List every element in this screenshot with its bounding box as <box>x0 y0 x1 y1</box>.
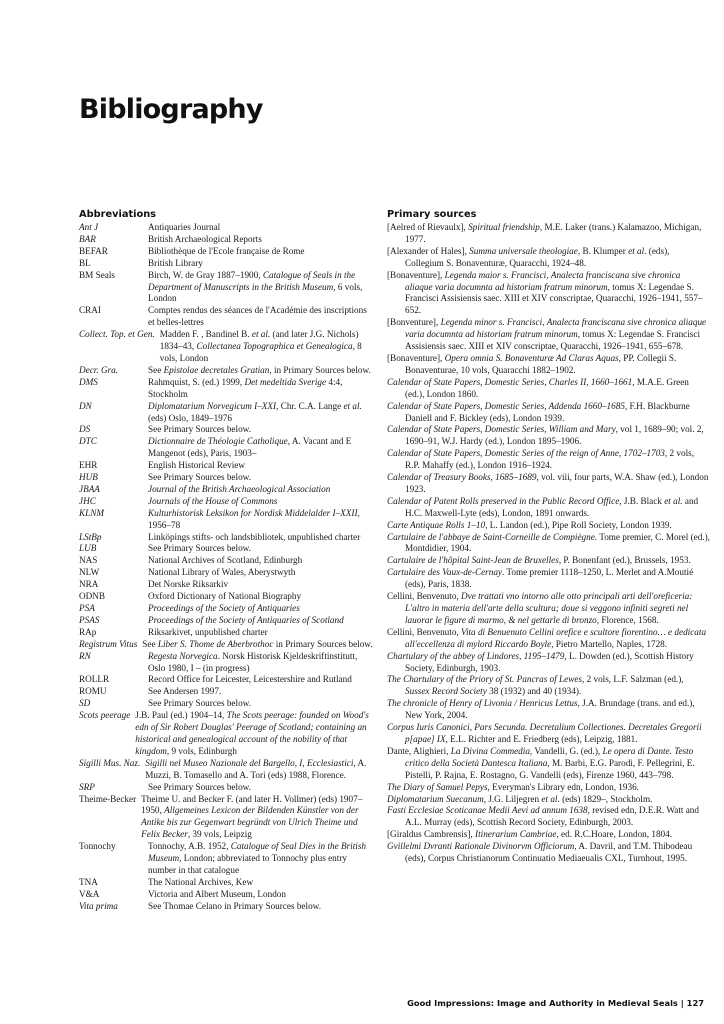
abbreviation-entry <box>79 508 373 532</box>
abbreviation-entry <box>79 615 373 627</box>
abbreviation-code: Theime-Becker <box>79 793 137 804</box>
abbreviation-code: SD <box>79 698 91 709</box>
abbreviation-code: ROMU <box>79 686 107 697</box>
abbreviation-description: See Primary Sources below. <box>148 698 251 709</box>
abbreviation-entry <box>79 627 373 639</box>
bibliography-entry: Cellini, Benvenuto, Vita di Benuenuto Cellini orefice e scultore fiorentino… e dedicata all'eccellenza di mylord Riccardo Boyle, Pietro Martello, Naples, 1728. <box>387 626 707 649</box>
abbreviation-description: Theime U. and Becker F. (and later H. Vollmer) (eds) 1907–1950, Allgemeines Lexicon der Bildenden Künstler von der Antike bis zur Gegenwart begründt von Ulrich Theime und Felix Becker, 39 vols, Leipzig <box>141 793 363 840</box>
abbreviation-description: See Primary Sources below. <box>148 543 251 554</box>
abbreviation-code: CRAI <box>79 305 101 316</box>
bibliography-entry: Fasti Ecclesiae Scoticanae Medii Aevi ad annum 1638, revised edn, D.E.R. Watt and A.L. Murray (eds), Scottish Record Society, Edinburgh, 2003. <box>387 805 699 828</box>
bibliography-entry: Carte Antiquae Rolls 1–10, L. Landon (ed.), Pipe Roll Society, London 1939. <box>387 519 672 530</box>
abbreviation-code: Ant J <box>79 222 99 232</box>
bibliography-entry: Calendar of State Papers, Domestic Series of the reign of Anne, 1702–1703, 2 vols, R.P. Mahaffy (ed.), London 1916–1924. <box>387 448 694 471</box>
abbreviation-description: English Historical Review <box>148 460 245 471</box>
abbreviation-description: National Archives of Scotland, Edinburgh <box>148 555 303 566</box>
abbreviation-entry <box>79 365 373 377</box>
abbreviation-description: Oxford Dictionary of National Biography <box>148 591 302 602</box>
abbreviation-description: Victoria and Albert Museum, London <box>148 888 286 899</box>
abbreviation-code: NRA <box>79 579 99 590</box>
abbreviation-entry <box>79 543 373 555</box>
abbreviation-description: National Library of Wales, Aberystwyth <box>148 567 296 578</box>
abbreviation-description: Journal of the British Archaeological Association <box>148 483 331 494</box>
abbreviation-description: See Thomae Celano in Primary Sources below. <box>148 900 321 911</box>
abbreviation-code: Scots peerage <box>79 710 131 721</box>
abbreviation-code: DS <box>79 424 91 435</box>
page-title: Bibliography <box>79 94 263 125</box>
abbreviation-description: Proceedings of the Society of Antiquaries of Scotland <box>148 614 344 625</box>
abbreviation-entry <box>79 436 373 460</box>
abbreviation-code: Registrum Vitus <box>79 638 138 649</box>
abbreviation-entry <box>79 841 373 877</box>
abbreviation-entry <box>79 246 373 258</box>
abbreviation-code: PSAS <box>79 614 100 625</box>
bibliography-entry: [Giraldus Cambrensis], Itinerarium Cambriae, ed. R.C.Hoare, London, 1804. <box>387 829 673 840</box>
abbreviation-description: Dictionnaire de Théologie Catholique, A. Vacant and E Mangenot (eds), Paris, 1903– <box>148 436 352 459</box>
abbreviation-entry <box>79 270 373 306</box>
abbreviation-entry <box>79 901 373 913</box>
abbreviation-description: Journals of the House of Commons <box>148 495 278 506</box>
bibliography-entry: Calendar of Patent Rolls preserved in the Public Record Office, J.B. Black et al. and H.C. Maxwell-Lyte (eds), London, 1891 onwards. <box>387 495 699 518</box>
abbreviation-code: ROLLR <box>79 674 110 685</box>
abbreviation-code: LUB <box>79 543 97 554</box>
abbreviation-description: The National Archives, Kew <box>148 876 254 887</box>
abbreviation-code: JBAA <box>79 483 100 494</box>
bibliography-entry: Chartulary of the abbey of Lindores, 1195–1479, L. Dowden (ed.), Scottish History Society, Edinburgh, 1903. <box>387 650 694 673</box>
abbreviation-description: British Library <box>148 257 203 268</box>
abbreviation-entry <box>79 377 373 401</box>
bibliography-entry: Gvillelmi Dvranti Rationale Divinorvm Officiorum, A. Davril, and T.M. Thibodeau (eds), Corpus Christianorum Continuatio Mediaeualis CXL, Turnhout, 1995. <box>387 841 693 864</box>
abbreviation-code: Vita prima <box>79 900 118 911</box>
abbreviation-entry <box>79 234 373 246</box>
abbreviation-description: See Primary Sources below. <box>148 781 251 792</box>
bibliography-entry: Dante, Alighieri, La Divina Commedia, Vandelli, G. (ed.), Le opera di Dante. Testo critico della Società Dantesca Italiana, M. Barbi, E.G. Parodi, F. Pellegrini, E. Pistelli, P. Rajna, E. Rostagno, G. Vandelli (eds), Firenze 1960, 443–798. <box>387 745 695 780</box>
abbreviation-entry <box>79 710 373 758</box>
abbreviation-code: LStBp <box>79 531 102 542</box>
abbreviation-description: J.B. Paul (ed.) 1904–14, The Scots peerage: founded on Wood's edn of Sir Robert Douglas' Peerage of Scotland; containing an historical and genealogical account of the nobility of that kingdom, 9 vols, Edinburgh <box>135 710 369 756</box>
abbreviation-entry <box>79 603 373 615</box>
abbreviation-description: See Andersen 1997. <box>148 686 222 697</box>
abbreviation-entry <box>79 686 373 698</box>
abbreviation-entry <box>79 591 373 603</box>
abbreviation-code: DN <box>79 400 92 411</box>
abbreviations-heading: Abbreviations <box>79 209 157 220</box>
abbreviation-code: NAS <box>79 555 98 566</box>
abbreviation-description: Bibliothèque de l'Ecole française de Rome <box>148 245 305 256</box>
abbreviation-code: BAR <box>79 233 96 244</box>
abbreviation-description: See Primary Sources below. <box>148 472 251 483</box>
abbreviation-entry <box>79 698 373 710</box>
abbreviations-list <box>79 222 373 913</box>
abbreviation-description: Linköpings stifts- och landsbibliotek, unpublished charter <box>148 531 361 542</box>
primary-sources-section <box>387 209 710 865</box>
bibliography-entry: [Bonaventure], Opera omnia S. Bonaventuræ Ad Claras Aquas, PP. Collegii S. Bonaventurae, 10 vols, Quaracchi 1882–1902. <box>387 352 677 375</box>
abbreviation-code: Decr. Gra. <box>79 364 119 375</box>
abbreviation-code: DMS <box>79 376 98 387</box>
abbreviation-description: See Primary Sources below. <box>148 424 251 435</box>
abbreviation-description: Record Office for Leicester, Leicestershire and Rutland <box>148 674 352 685</box>
abbreviation-description: See Epistolae decretales Gratian, in Primary Sources below. <box>148 364 371 375</box>
abbreviation-entry <box>79 758 373 782</box>
bibliography-entry: Calendar of State Papers, Domestic Series, Addenda 1660–1685, F.H. Blackburne Daniell and F. Bickley (eds), London 1939. <box>387 400 690 423</box>
abbreviation-code: RN <box>79 650 91 661</box>
abbreviation-description: Det Norske Riksarkiv <box>148 579 229 590</box>
abbreviation-entry <box>79 496 373 508</box>
abbreviation-entry <box>79 460 373 472</box>
abbreviation-description: Sigilli nel Museo Nazionale del Bargello, I, Ecclesiastici, A. Muzzi, B. Tomasello and A. Tori (eds) 1988, Florence. <box>145 757 367 780</box>
page-footer: Good Impressions: Image and Authority in Medieval Seals | 127 <box>407 998 704 1008</box>
bibliography-entry: Calendar of State Papers, Domestic Series, William and Mary, vol 1, 1689–90; vol. 2, 1690–91, W.J. Hardy (ed.), London 1895–1906. <box>387 424 704 447</box>
bibliography-entry: [Bonventure], Legenda minor s. Francisci, Analecta franciscana sive chronica aliaque varia documnta ad historiam fratrum minorum, tomus X: Legendae S. Francisci Assisiensis saec. XIII et XIV conscriptae, Quaracchi, 1926–1941, 655–678. <box>387 317 707 352</box>
bibliography-entry: Calendar of Treasury Books, 1685–1689, vol. viii, four parts, W.A. Shaw (ed.), London 1923. <box>387 472 709 494</box>
abbreviation-description: Rahmquist, S. (ed.) 1999, Det medeltida Sverige 4:4, Stockholm <box>148 376 343 399</box>
abbreviation-entry <box>79 424 373 436</box>
abbreviation-entry <box>79 794 373 842</box>
abbreviation-code: DTC <box>79 436 97 447</box>
abbreviation-description: Tonnochy, A.B. 1952, Catalogue of Seal Dies in the British Museum, London; abbreviated to Tonnochy plus entry number in that catalogue <box>148 841 366 875</box>
abbreviation-entry <box>79 532 373 544</box>
abbreviation-code: Collect. Top. et Gen. <box>79 329 155 340</box>
abbreviation-description: Regesta Norvegica. Norsk Historisk Kjeldeskriftinstitutt, Oslo 1980, I – (in progress) <box>148 650 358 673</box>
abbreviation-description: Comptes rendus des séances de l'Académie des inscriptions et belles-lettres <box>148 305 367 328</box>
bibliography-entry: Cellini, Benvenuto, Dve trattati vno intorno alle otto principali arti dell'oreficeria: L'altro in materia dell'arte della scultura; doue si veggono infiniti segreti nel lauorar le figure di marmo, & nel gettarle di bronzo, Florence, 1568. <box>387 591 693 625</box>
abbreviation-code: NLW <box>79 567 100 578</box>
abbreviation-entry <box>79 639 373 651</box>
abbreviation-entry <box>79 258 373 270</box>
abbreviation-description: Diplomatarium Norvegicum I–XXI, Chr. C.A. Lange et al. (eds) Oslo, 1849–1976 <box>148 400 362 423</box>
abbreviation-entry <box>79 674 373 686</box>
abbreviation-code: BM Seals <box>79 269 115 280</box>
abbreviation-entry <box>79 555 373 567</box>
abbreviation-entry <box>79 579 373 591</box>
abbreviation-entry <box>79 472 373 484</box>
abbreviation-description: Kulturhistorisk Leksikon for Nordisk Middelalder I–XXII, 1956–78 <box>148 507 360 530</box>
abbreviation-code: JHC <box>79 495 96 506</box>
bibliography-entry: Corpus Iuris Canonici, Pars Secunda. Decretalium Collectiones. Decretales Gregorii p[apae] IX, E.L. Richter and E. Friedberg (eds), Leipzig, 1881. <box>387 722 702 744</box>
abbreviation-code: V&A <box>79 888 100 899</box>
abbreviation-description: Birch, W. de Gray 1887–1900, Catalogue of Seals in the Department of Manuscripts in the British Museum, 6 vols, London <box>148 269 363 304</box>
primary-sources-heading: Primary sources <box>387 209 477 220</box>
bibliography-entry: The Diary of Samuel Pepys, Everyman's Library edn, London, 1936. <box>387 781 639 792</box>
abbreviation-description: British Archaeological Reports <box>148 233 262 244</box>
abbreviation-code: ODNB <box>79 591 106 602</box>
abbreviation-entry <box>79 889 373 901</box>
bibliography-entry: The Chartulary of the Priory of St. Pancras of Lewes, 2 vols, L.F. Salzman (ed.), Sussex Record Society 38 (1932) and 40 (1934). <box>387 674 684 697</box>
abbreviation-code: SRP <box>79 781 95 792</box>
abbreviation-entry <box>79 877 373 889</box>
abbreviation-description: Antiquaries Journal <box>148 222 221 232</box>
bibliography-entry: Cartulaire de l'hôpital Saint-Jean de Bruxelles, P. Bonenfant (ed.), Brussels, 1953. <box>387 555 691 566</box>
abbreviation-entry <box>79 782 373 794</box>
abbreviation-code: Sigilli Mus. Naz. <box>79 757 141 768</box>
abbreviation-entry <box>79 484 373 496</box>
abbreviation-code: Tonnochy <box>79 841 116 852</box>
abbreviation-code: BL <box>79 257 91 268</box>
bibliography-entry: [Alexander of Hales], Summa universale theologiae, B. Klumper et al. (eds), Collegium S. Bonaventuræ, Quaracchi, 1924–48. <box>387 245 670 268</box>
abbreviation-description: Madden F. , Bandinel B. et al. (and later J.G. Nichols) 1834–43, Collectanea Topographica et Genealogica, 8 vols, London <box>159 329 362 363</box>
abbreviation-code: KLNM <box>79 507 105 518</box>
abbreviation-entry <box>79 329 373 365</box>
bibliography-entry: Cartulaire de l'abbaye de Saint-Corneille de Compiègne. Tome premier, C. Morel (ed.), Montdidier, 1904. <box>387 531 710 554</box>
bibliography-entry: Cartulaire des Vaux-de-Cernay. Tome premier 1118–1250, L. Merlet and A.Moutié (eds), Paris, 1838. <box>387 567 694 590</box>
abbreviation-code: EHR <box>79 460 98 471</box>
abbreviation-entry <box>79 222 373 234</box>
abbreviation-entry <box>79 305 373 329</box>
abbreviation-description: See Liber S. Thome de Aberbrothoc in Primary Sources below. <box>142 638 373 649</box>
abbreviation-code: PSA <box>79 603 95 613</box>
primary-sources-list <box>387 222 710 865</box>
abbreviation-entry <box>79 567 373 579</box>
abbreviation-code: BEFAR <box>79 245 108 256</box>
abbreviation-entry <box>79 401 373 425</box>
bibliography-entry: [Aelred of Rievaulx], Spiritual friendship, M.E. Laker (trans.) Kalamazoo, Michigan, 1977. <box>387 222 702 244</box>
abbreviation-description: Riksarkivet, unpublished charter <box>148 626 268 637</box>
bibliography-entry: The chronicle of Henry of Livonia / Henricus Lettus, J.A. Brundage (trans. and ed.), New York, 2004. <box>387 698 695 721</box>
bibliography-entry: Calendar of State Papers, Domestic Series, Charles II, 1660–1661, M.A.E. Green (ed.), London 1860. <box>387 376 689 399</box>
abbreviation-code: TNA <box>79 876 98 887</box>
bibliography-entry: [Bonaventure], Legenda maior s. Francisci, Analecta franciscana sive chronica aliaque varia documnta ad historiam fratrum minorum, tomus X: Legendae S. Francisci Assisiensis saec. XIII et XIV conscriptae, Quaracchi, 1926–1941, 557–652. <box>387 269 703 316</box>
abbreviation-code: HUB <box>79 472 98 483</box>
abbreviations-section <box>79 209 373 913</box>
abbreviation-code: RAp <box>79 626 97 637</box>
abbreviation-description: Proceedings of the Society of Antiquaries <box>148 603 300 613</box>
bibliography-entry: Diplomatarium Suecanum, J.G. Liljegren et al. (eds) 1829–, Stockholm. <box>387 793 653 804</box>
abbreviation-entry <box>79 651 373 675</box>
